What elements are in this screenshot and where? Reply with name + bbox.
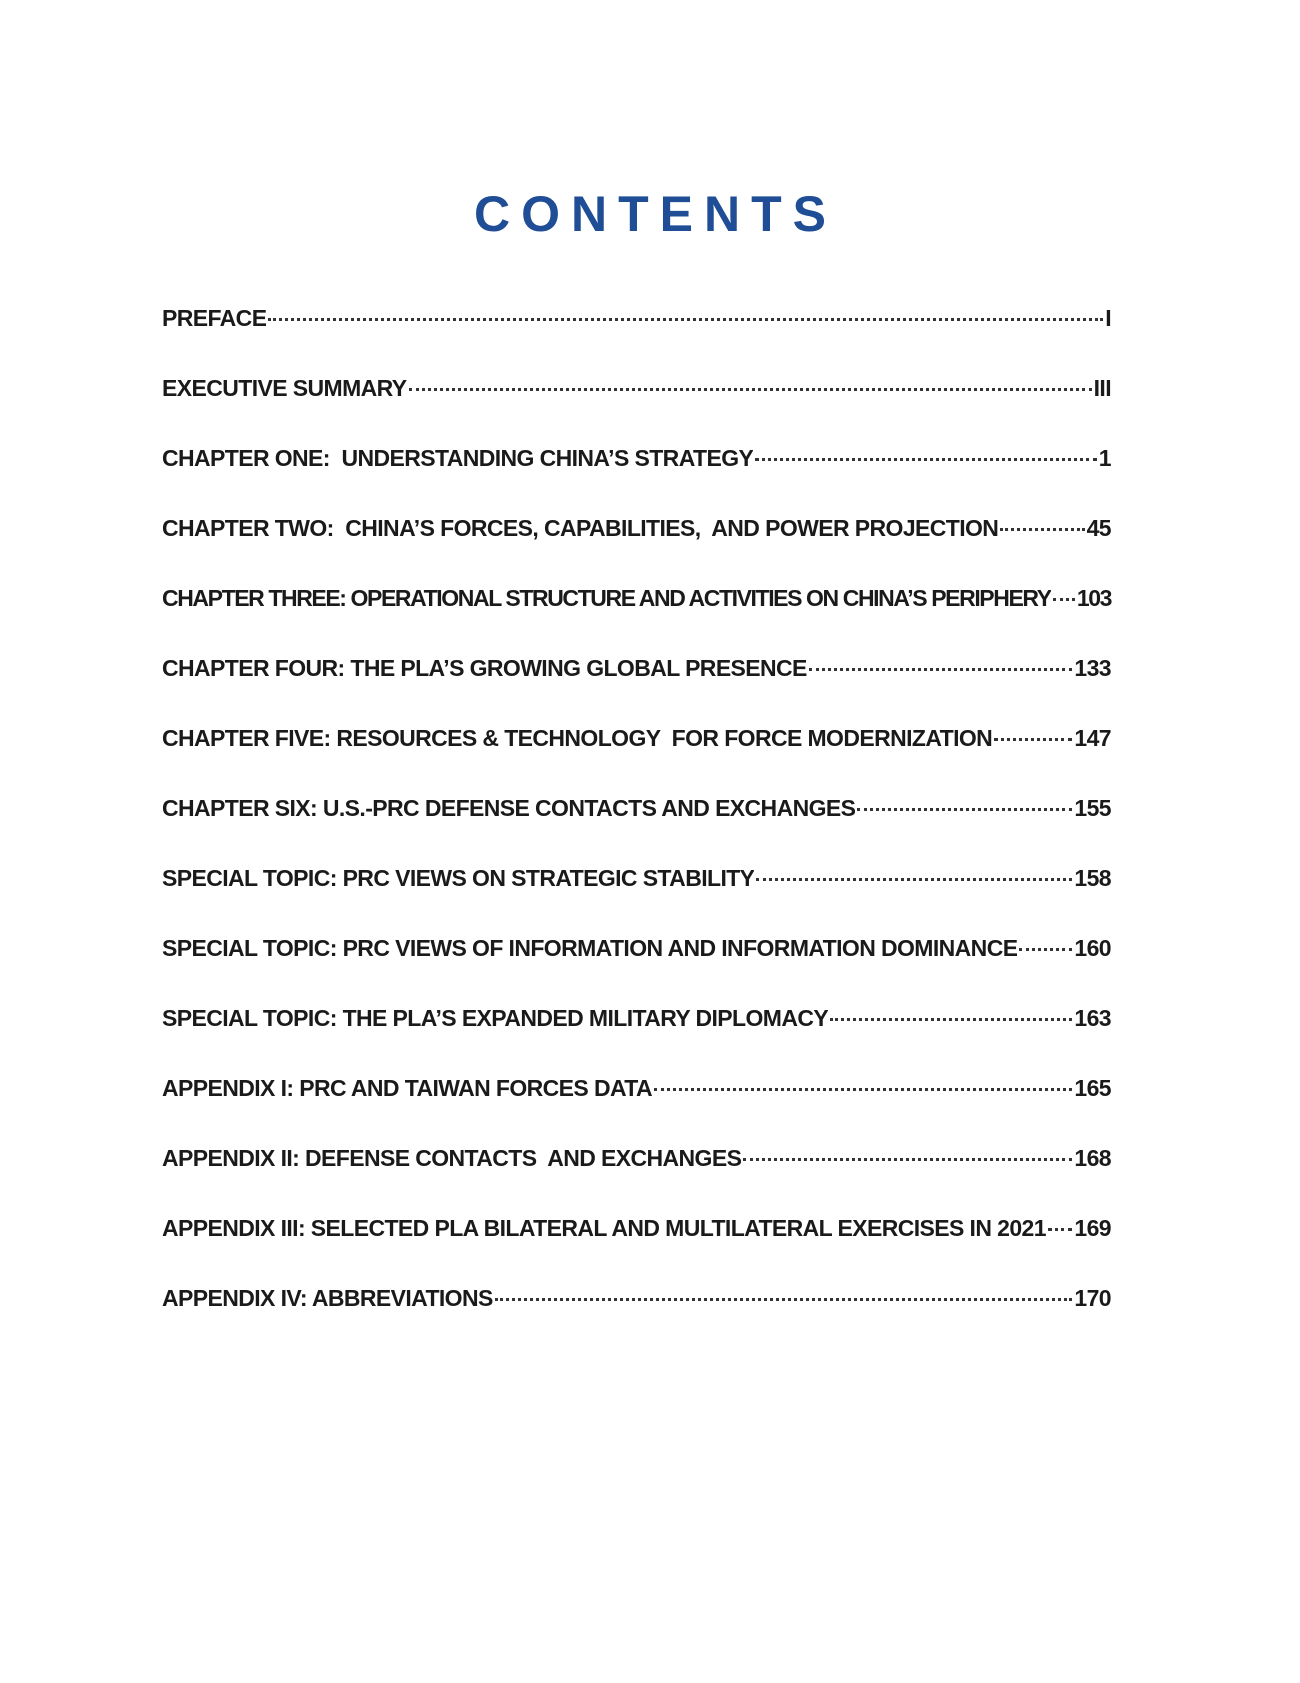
toc-entry-title: CHAPTER THREE: OPERATIONAL STRUCTURE AND ACTIVITIES ON CHINA’S PERIPHERY (162, 585, 1051, 611)
toc-entry-title: APPENDIX II: DEFENSE CONTACTS AND EXCHANGES (162, 1145, 742, 1171)
toc-entry[interactable] (162, 1215, 1111, 1285)
toc-entry-page: 133 (1074, 655, 1111, 681)
toc-entry[interactable] (162, 1285, 1111, 1355)
toc-entry-page: 160 (1074, 935, 1111, 961)
toc-entry-page: 170 (1074, 1285, 1111, 1311)
toc-entry-title: CHAPTER ONE: UNDERSTANDING CHINA’S STRATEGY (162, 445, 754, 471)
toc-entry[interactable] (162, 515, 1111, 585)
toc-dot-leader (1053, 598, 1075, 601)
toc-entry-title: APPENDIX IV: ABBREVIATIONS (162, 1285, 493, 1311)
toc-entry-page: 163 (1074, 1005, 1111, 1031)
toc-entry[interactable] (162, 305, 1111, 375)
toc-dot-leader (755, 458, 1097, 461)
toc-dot-leader (268, 318, 1103, 321)
toc-entry-page: 103 (1076, 585, 1111, 611)
toc-entry-title: CHAPTER FOUR: THE PLA’S GROWING GLOBAL PRESENCE (162, 655, 807, 681)
toc-dot-leader (830, 1018, 1072, 1021)
toc-entry-title: SPECIAL TOPIC: PRC VIEWS OF INFORMATION AND INFORMATION DOMINANCE (162, 935, 1018, 961)
toc-entry-title: CHAPTER FIVE: RESOURCES & TECHNOLOGY FOR FORCE MODERNIZATION (162, 725, 993, 751)
toc-entry-page: 147 (1074, 725, 1111, 751)
toc-entry[interactable] (162, 1075, 1111, 1145)
toc-entry-page: 155 (1074, 795, 1111, 821)
toc-entry-page: III (1093, 375, 1111, 401)
toc-entry[interactable] (162, 655, 1111, 725)
toc-dot-leader (756, 878, 1072, 881)
toc-dot-leader (495, 1298, 1073, 1301)
toc-entry-title: APPENDIX I: PRC AND TAIWAN FORCES DATA (162, 1075, 653, 1101)
toc-entry-page: 45 (1086, 515, 1111, 541)
toc-dot-leader (1048, 1228, 1073, 1231)
toc-dot-leader (409, 388, 1092, 391)
toc-entry-page: 158 (1074, 865, 1111, 891)
toc-entry-title: SPECIAL TOPIC: PRC VIEWS ON STRATEGIC STABILITY (162, 865, 755, 891)
toc-entry[interactable] (162, 445, 1111, 515)
toc-entry[interactable] (162, 1005, 1111, 1075)
toc-entry-page: 1 (1098, 445, 1111, 471)
toc-entry-page: 165 (1074, 1075, 1111, 1101)
toc-entry[interactable] (162, 795, 1111, 865)
toc-dot-leader (809, 668, 1073, 671)
toc-dot-leader (654, 1088, 1072, 1091)
toc-entry-title: PREFACE (162, 305, 267, 331)
toc-dot-leader (857, 808, 1072, 811)
toc-entry[interactable] (162, 1145, 1111, 1215)
toc-entry[interactable] (162, 375, 1111, 445)
toc-entry-page: 169 (1074, 1215, 1111, 1241)
toc-entry-title: CHAPTER TWO: CHINA’S FORCES, CAPABILITIES, AND POWER PROJECTION (162, 515, 999, 541)
toc-dot-leader (994, 738, 1072, 741)
toc-entry-page: I (1105, 305, 1111, 331)
toc-dot-leader (1000, 528, 1084, 531)
page-title: CONTENTS (474, 185, 837, 242)
toc-entry-title: APPENDIX III: SELECTED PLA BILATERAL AND MULTILATERAL EXERCISES IN 2021 (162, 1215, 1046, 1241)
toc-entry[interactable] (162, 585, 1111, 655)
toc-entry[interactable] (162, 865, 1111, 935)
toc-entry-title: SPECIAL TOPIC: THE PLA’S EXPANDED MILITARY DIPLOMACY (162, 1005, 829, 1031)
toc-entry[interactable] (162, 935, 1111, 1005)
toc-entry-title: EXECUTIVE SUMMARY (162, 375, 407, 401)
toc-entry[interactable] (162, 725, 1111, 795)
table-of-contents (162, 305, 1111, 1355)
toc-dot-leader (1019, 948, 1072, 951)
toc-entry-title: CHAPTER SIX: U.S.-PRC DEFENSE CONTACTS AND EXCHANGES (162, 795, 856, 821)
toc-dot-leader (743, 1158, 1072, 1161)
toc-entry-page: 168 (1074, 1145, 1111, 1171)
